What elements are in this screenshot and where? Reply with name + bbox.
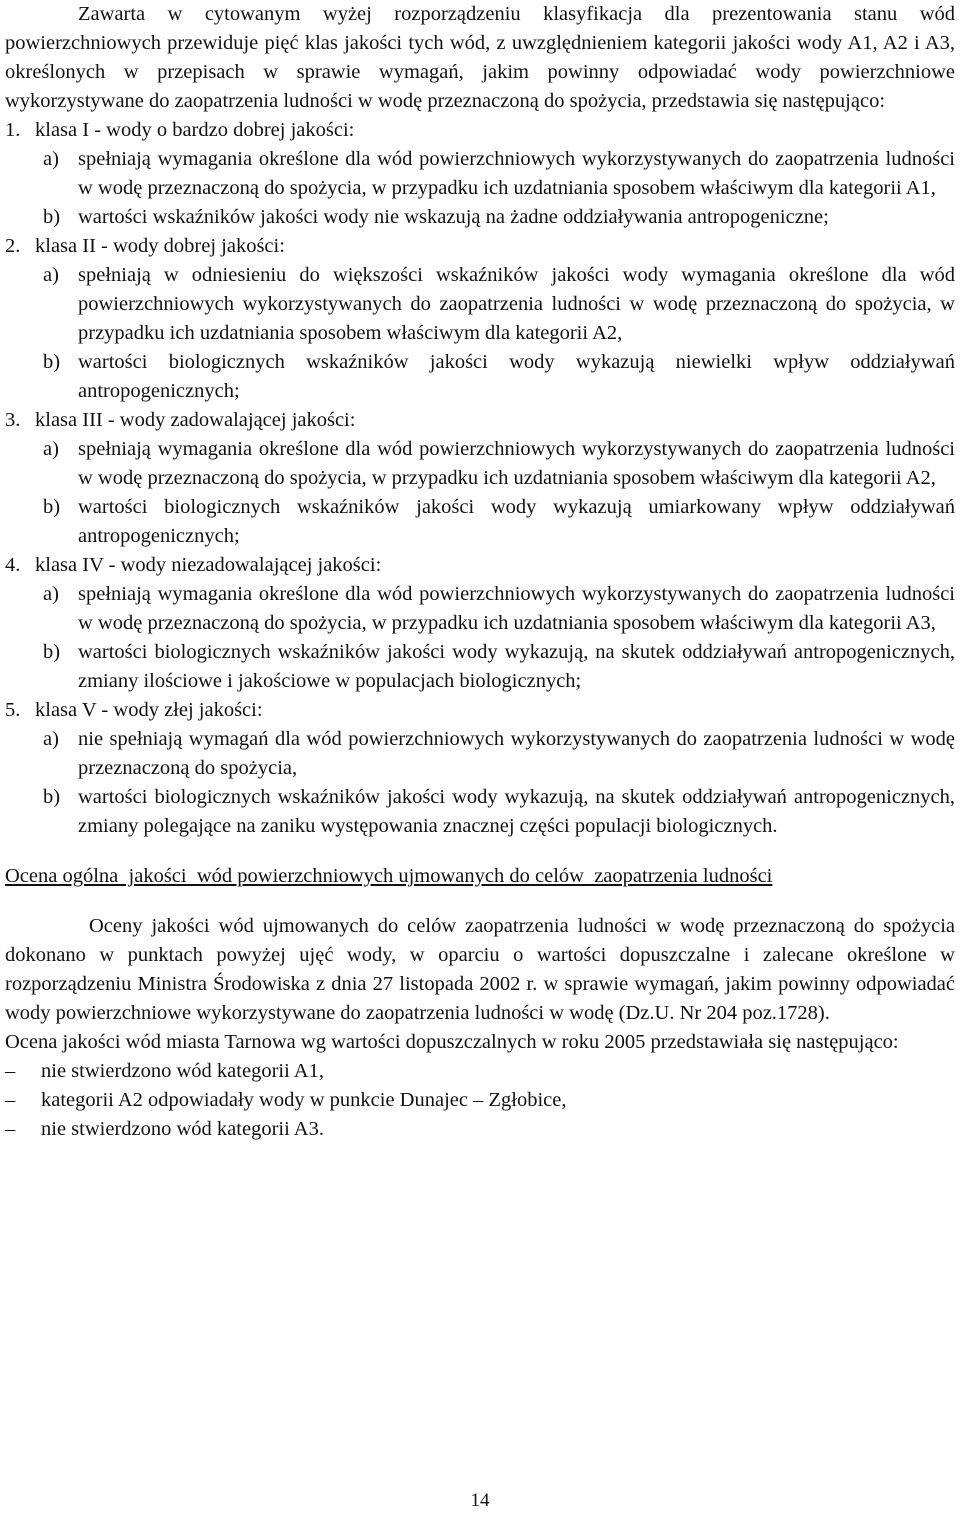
subitem-letter: a): [43, 438, 59, 460]
subitem-letter: a): [43, 583, 59, 605]
subitem-letter: a): [43, 728, 59, 750]
class-title: klasa V - wody złej jakości:: [35, 699, 263, 721]
dash-marker: –: [5, 1089, 16, 1111]
subitem-letter: b): [43, 496, 61, 518]
list-item: [5, 1086, 955, 1115]
subitem-text: spełniają w odniesieniu do większości wskaźników jakości wody wymagania określone dla wód powierzchniowych wykorzystywanych do zaopatrzenia ludności w wodę przeznaczoną do spożycia, w przypadku ich uzdatniania sposobem właściwym dla kategorii A2,: [78, 264, 955, 344]
class-subitem: [43, 145, 955, 203]
class-number: 1.: [5, 119, 21, 141]
class-title: klasa IV - wody niezadowalającej jakości:: [35, 554, 382, 576]
class-item: [5, 116, 955, 145]
class-subitem: [43, 435, 955, 493]
class-item: [5, 406, 955, 435]
class-subitem: [43, 261, 955, 348]
class-item: [5, 696, 955, 725]
class-number: 3.: [5, 409, 21, 431]
class-subitem: [43, 493, 955, 551]
list-item-text: kategorii A2 odpowiadały wody w punkcie Dunajec – Zgłobice,: [41, 1089, 567, 1111]
class-number: 4.: [5, 554, 21, 576]
subitem-letter: b): [43, 786, 61, 808]
class-subitem: [43, 348, 955, 406]
dash-marker: –: [5, 1118, 16, 1140]
class-title: klasa II - wody dobrej jakości:: [35, 235, 285, 257]
subitem-letter: b): [43, 641, 61, 663]
class-item: [5, 232, 955, 261]
subitem-text: spełniają wymagania określone dla wód powierzchniowych wykorzystywanych do zaopatrzenia ludności w wodę przeznaczoną do spożycia, w przypadku ich uzdatniania sposobem właściwym dla kategorii A3,: [78, 583, 955, 634]
list-item-text: nie stwierdzono wód kategorii A3.: [41, 1118, 324, 1140]
class-subitem: [43, 725, 955, 783]
class-subitem: [43, 203, 955, 232]
class-list: [5, 116, 955, 841]
intro-paragraph: Zawarta w cytowanym wyżej rozporządzeniu klasyfikacja dla prezentowania stanu wód powierzchniowych przewiduje pięć klas jakości tych wód, z uwzględnieniem kategorii jakości wody A1, A2 i A3, określonych w przepisach w sprawie wymagań, jakim powinny odpowiadać wody powierzchniowe wykorzystywane do zaopatrzenia ludności w wodę przeznaczoną do spożycia, przedstawia się następująco:: [5, 3, 955, 112]
class-item: [5, 551, 955, 580]
page-number: 14: [470, 1490, 490, 1511]
dash-marker: –: [5, 1060, 16, 1082]
subitem-letter: b): [43, 206, 61, 228]
subitem-text: wartości wskaźników jakości wody nie wskazują na żadne oddziaływania antropogeniczne;: [78, 206, 829, 228]
subitem-letter: b): [43, 351, 61, 373]
list-item: [5, 1115, 955, 1144]
class-title: klasa III - wody zadowalającej jakości:: [35, 409, 356, 431]
class-number: 2.: [5, 235, 21, 257]
list-item-text: nie stwierdzono wód kategorii A1,: [41, 1060, 324, 1082]
subitem-text: wartości biologicznych wskaźników jakości wody wykazują, na skutek oddziaływań antropogenicznych, zmiany polegające na zaniku występowania znacznej części populacji biologicznych.: [78, 786, 955, 837]
tarnow-paragraph: Ocena jakości wód miasta Tarnowa wg wartości dopuszczalnych w roku 2005 przedstawiała się następująco:: [5, 1031, 899, 1053]
section-heading: Ocena ogólna jakości wód powierzchniowych ujmowanych do celów zaopatrzenia ludności: [5, 865, 773, 887]
subitem-text: wartości biologicznych wskaźników jakości wody wykazują umiarkowany wpływ oddziaływań antropogenicznych;: [78, 496, 955, 547]
subitem-text: nie spełniają wymagań dla wód powierzchniowych wykorzystywanych do zaopatrzenia ludności w wodę przeznaczoną do spożycia,: [78, 728, 955, 779]
results-list: [5, 1057, 955, 1144]
class-subitem: [43, 638, 955, 696]
subitem-letter: a): [43, 264, 59, 286]
subitem-letter: a): [43, 148, 59, 170]
class-title: klasa I - wody o bardzo dobrej jakości:: [35, 119, 355, 141]
subitem-text: spełniają wymagania określone dla wód powierzchniowych wykorzystywanych do zaopatrzenia ludności w wodę przeznaczoną do spożycia, w przypadku ich uzdatniania sposobem właściwym dla kategorii A2,: [78, 438, 955, 489]
class-number: 5.: [5, 699, 21, 721]
class-subitem: [43, 580, 955, 638]
subitem-text: wartości biologicznych wskaźników jakości wody wykazują niewielki wpływ oddziaływań antropogenicznych;: [78, 351, 955, 402]
subitem-text: spełniają wymagania określone dla wód powierzchniowych wykorzystywanych do zaopatrzenia ludności w wodę przeznaczoną do spożycia, w przypadku ich uzdatniania sposobem właściwym dla kategorii A1,: [78, 148, 955, 199]
list-item: [5, 1057, 955, 1086]
subitem-text: wartości biologicznych wskaźników jakości wody wykazują, na skutek oddziaływań antropogenicznych, zmiany ilościowe i jakościowe w populacjach biologicznych;: [78, 641, 955, 692]
document-page: [5, 0, 955, 1144]
assessment-paragraph: Oceny jakości wód ujmowanych do celów zaopatrzenia ludności w wodę przeznaczoną do spożycia dokonano w punktach powyżej ujęć wody, w oparciu o wartości dopuszczalne i zalecane określone w rozporządzeniu Ministra Środowiska z dnia 27 listopada 2002 r. w sprawie wymagań, jakim powinny odpowiadać wody powierzchniowe wykorzystywane do zaopatrzenia ludności w wodę (Dz.U. Nr 204 poz.1728).: [5, 915, 955, 1024]
class-subitem: [43, 783, 955, 841]
